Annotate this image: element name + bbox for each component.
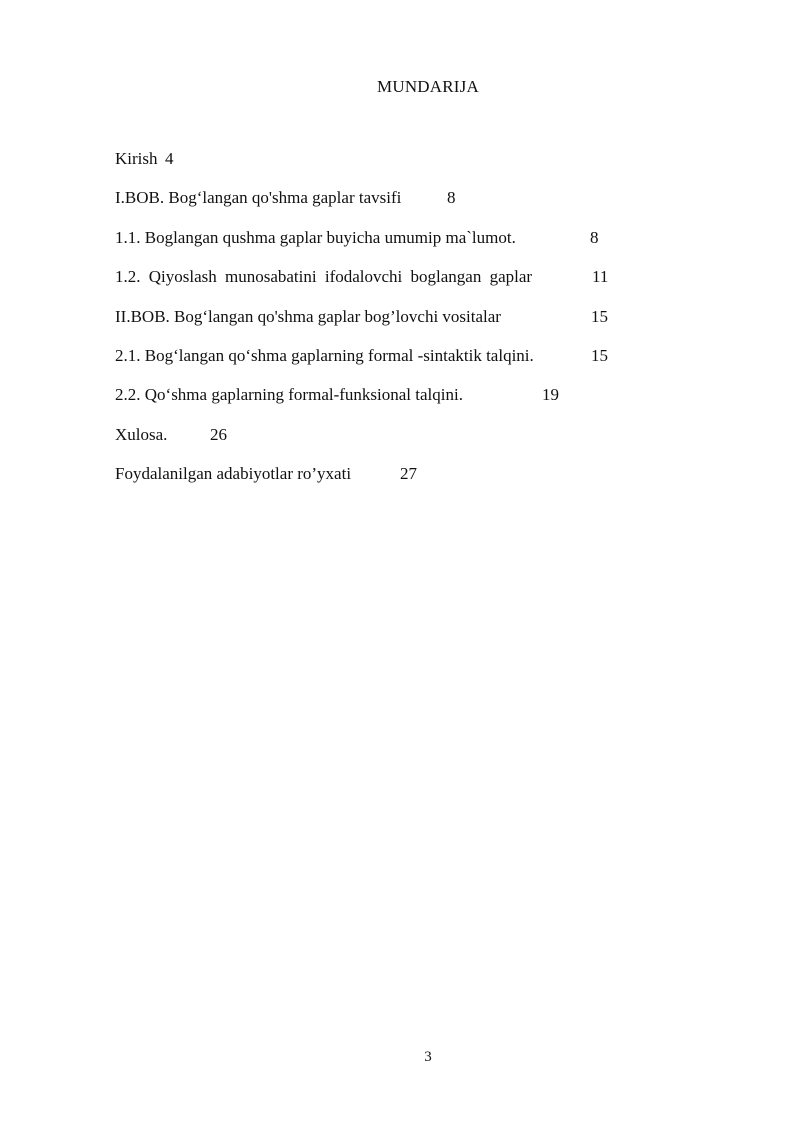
toc-entry-label: 2.1. Bog‘langan qo‘shma gaplarning formal -sintaktik talqini. (115, 345, 534, 365)
toc-entry-page-number: 8 (590, 227, 599, 247)
toc-entry-label: I.BOB. Bog‘langan qo'shma gaplar tavsifi (115, 188, 402, 208)
page-title: MUNDARIJA (377, 77, 479, 96)
toc-entry-page-number: 4 (165, 149, 174, 168)
toc-entry-page-number: 27 (400, 464, 417, 484)
toc-entry-chapter-2 (115, 306, 675, 345)
toc-entry-label: 1.1. Boglangan qushma gaplar buyicha umumip ma`lumot. (115, 227, 516, 247)
toc-entry-page-number: 8 (447, 188, 456, 208)
toc-entry-introduction (115, 148, 675, 187)
page-number: 3 (424, 1049, 432, 1065)
toc-entry-chapter-1 (115, 187, 675, 226)
toc-entry-page-number: 15 (591, 306, 608, 326)
toc-entry-section-1-1 (115, 227, 675, 266)
toc-entry-page-number: 26 (210, 424, 227, 444)
toc-entry-label: Kirish (115, 149, 158, 168)
toc-entry-bibliography (115, 463, 675, 502)
toc-entry-page-number: 15 (591, 345, 608, 365)
toc-entry-page-number: 11 (592, 267, 609, 287)
toc-entry-page-number: 19 (542, 385, 559, 405)
toc-entry-label: II.BOB. Bog‘langan qo'shma gaplar bog’lovchi vositalar (115, 306, 501, 326)
toc-entry-label: 1.2. Qiyoslash munosabatini ifodalovchi boglangan gaplar (115, 267, 533, 287)
toc-entry-label: Xulosa. (115, 424, 168, 444)
toc-entry-section-2-1 (115, 345, 675, 384)
table-of-contents (115, 148, 675, 503)
toc-entry-conclusion (115, 424, 675, 463)
toc-entry-label: 2.2. Qo‘shma gaplarning formal-funksional talqini. (115, 385, 463, 405)
toc-entry-label: Foydalanilgan adabiyotlar ro’yxati (115, 464, 352, 484)
toc-entry-section-1-2 (115, 266, 675, 305)
toc-entry-section-2-2 (115, 384, 675, 423)
